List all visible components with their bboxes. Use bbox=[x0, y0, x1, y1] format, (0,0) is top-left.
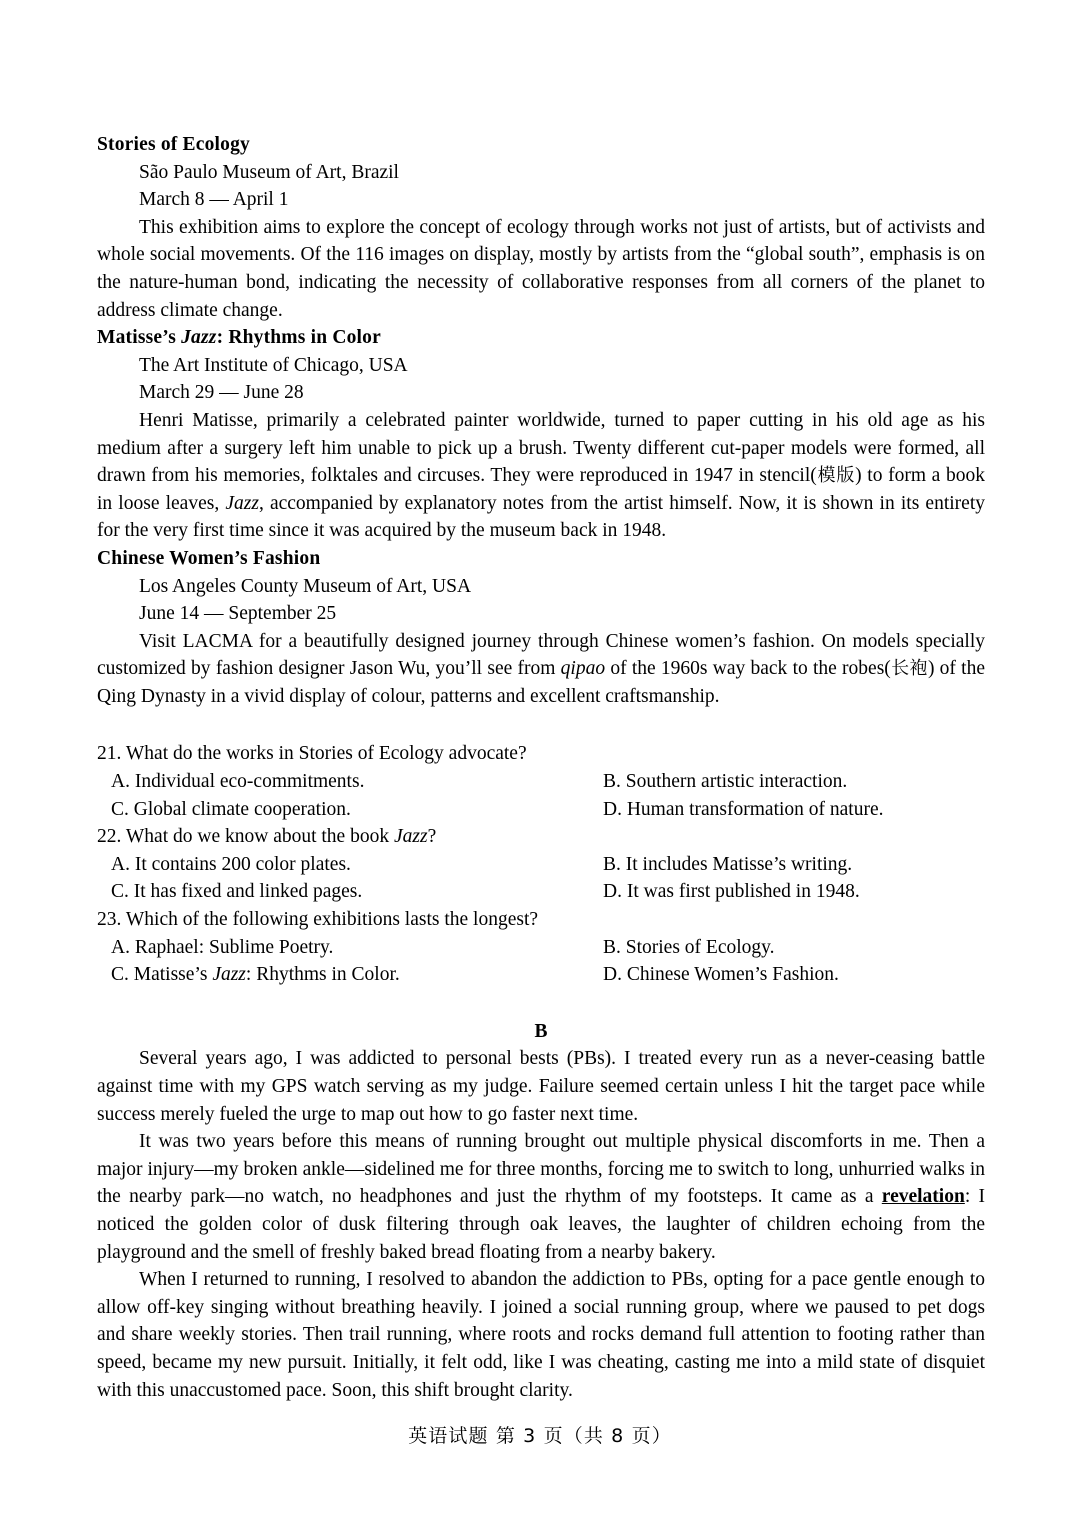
option-label: D. Human transformation of nature. bbox=[603, 798, 884, 820]
option-label: C. Global climate cooperation. bbox=[111, 798, 351, 820]
description-part-2: ) to form a book in loose leaves, bbox=[97, 465, 985, 514]
question-options-row bbox=[97, 878, 985, 906]
question-options-row bbox=[97, 768, 985, 796]
exhibition-title bbox=[97, 545, 985, 573]
exhibition-title bbox=[97, 131, 985, 159]
question-stem bbox=[97, 906, 985, 934]
description-part-2: of the 1960s way back to the robes( bbox=[605, 658, 891, 680]
question-options-row bbox=[97, 796, 985, 824]
option-label: A. Raphael: Sublime Poetry. bbox=[111, 936, 334, 958]
option-label: A. It contains 200 color plates. bbox=[111, 853, 351, 875]
question-23 bbox=[97, 906, 985, 989]
exhibition-entry-matisse-jazz bbox=[97, 324, 985, 545]
option-a[interactable] bbox=[97, 934, 557, 962]
option-b[interactable] bbox=[557, 851, 985, 879]
option-label: B. Southern artistic interaction. bbox=[603, 771, 848, 793]
question-stem-suffix: ? bbox=[427, 826, 437, 848]
exhibition-venue: The Art Institute of Chicago, USA bbox=[139, 354, 408, 376]
question-22 bbox=[97, 823, 985, 906]
option-label: B. Stories of Ecology. bbox=[603, 936, 775, 958]
page-content bbox=[97, 131, 985, 1404]
exhibition-title-italic: Jazz bbox=[181, 327, 217, 349]
spacer bbox=[97, 710, 985, 740]
description-cjk-gloss: 模版 bbox=[816, 465, 856, 487]
exhibition-title-prefix: Matisse’s bbox=[97, 327, 182, 349]
exhibition-description: This exhibition aims to explore the concept of ecology through works not just of artists, but of activists and whole social movements. Of the 116 images on display, mostly by artists from the “global south”, emphasis is on the nature-human bond, indicating the necessity of collaborative responses from all corners of the planet to address climate change. bbox=[97, 216, 985, 321]
spacer bbox=[97, 989, 985, 1018]
description-italic-term: qipao bbox=[560, 658, 606, 680]
option-c[interactable] bbox=[97, 796, 557, 824]
exhibition-venue: Los Angeles County Museum of Art, USA bbox=[139, 575, 472, 597]
option-label: C. It has fixed and linked pages. bbox=[111, 881, 363, 903]
description-part-3: ) of the Qing Dynasty in a vivid display of colour, patterns and excellent craftsmanship. bbox=[97, 658, 986, 707]
passage-b bbox=[97, 1018, 985, 1404]
question-stem-prefix: 23. Which of the following exhibitions lasts the longest? bbox=[97, 909, 539, 931]
option-label: A. Individual eco-commitments. bbox=[111, 771, 365, 793]
exhibition-description bbox=[97, 407, 985, 545]
option-label: C. Matisse’s bbox=[111, 964, 213, 986]
option-a[interactable] bbox=[97, 768, 557, 796]
option-b[interactable] bbox=[557, 934, 985, 962]
option-italic: Jazz bbox=[212, 964, 246, 986]
option-c[interactable] bbox=[97, 878, 557, 906]
option-d[interactable] bbox=[557, 878, 985, 906]
paragraph-part-before: It was two years before this means of running brought out multiple physical discomforts in me. Then a major injury—my broken ankle—sidelined me for three months, forcing me to switch to long, unhurried walks in the nearby park—no watch, no headphones and just the rhythm of my footsteps. It came as a bbox=[97, 1131, 985, 1208]
passage-paragraph-1: Several years ago, I was addicted to personal bests (PBs). I treated every run as a never-ceasing battle against time with my GPS watch serving as my judge. Failure seemed certain unless I hit the target pace while success merely fueled the urge to map out how to go faster next time. bbox=[97, 1048, 985, 1125]
question-stem bbox=[97, 740, 985, 768]
description-part-1: Visit LACMA for a beautifully designed journey through Chinese women’s fashion. On models specially customized by fashion designer Jason Wu, you’ll see from bbox=[97, 630, 985, 680]
exhibition-dates: March 8 — April 1 bbox=[139, 189, 289, 211]
question-stem-prefix: 22. What do we know about the book bbox=[97, 826, 394, 848]
page-footer: 英语试题 第 3 页（共 8 页） bbox=[408, 1425, 672, 1447]
passage-paragraph-3: When I returned to running, I resolved to abandon the addiction to PBs, opting for a pace gentle enough to allow off-key singing without breathing heavily. I joined a social running group, where we paused to pet dogs and share weekly stories. Then trail running, where roots and rocks demand full attention to footing rather than speed, became my new pursuit. Initially, it felt odd, like I was cheating, casting me into a mild state of disquiet with this unaccustomed pace. Soon, this shift brought clarity. bbox=[97, 1269, 985, 1401]
option-d[interactable] bbox=[557, 961, 985, 989]
exhibition-title-text: Stories of Ecology bbox=[97, 134, 250, 155]
option-c[interactable] bbox=[97, 961, 557, 989]
question-stem-prefix: 21. What do the works in Stories of Ecology advocate? bbox=[97, 743, 527, 765]
option-b[interactable] bbox=[557, 768, 985, 796]
question-21 bbox=[97, 740, 985, 823]
exhibition-venue: São Paulo Museum of Art, Brazil bbox=[139, 161, 399, 183]
question-options-row bbox=[97, 851, 985, 879]
exhibition-dates: June 14 — September 25 bbox=[139, 603, 337, 625]
exhibition-title-text: Chinese Women’s Fashion bbox=[97, 547, 321, 569]
exhibition-description bbox=[97, 628, 985, 711]
option-d[interactable] bbox=[557, 796, 985, 824]
option-label: D. Chinese Women’s Fashion. bbox=[603, 964, 839, 986]
exhibition-dates: March 29 — June 28 bbox=[139, 382, 304, 404]
option-label: D. It was first published in 1948. bbox=[603, 881, 860, 903]
passage-section-letter: B bbox=[534, 1020, 548, 1042]
description-part-3: , accompanied by explanatory notes from the artist himself. Now, it is shown in its entirety for the very first time since it was acquired by the museum back in 1948. bbox=[97, 492, 985, 542]
underlined-keyword: revelation bbox=[881, 1186, 965, 1208]
option-label: B. It includes Matisse’s writing. bbox=[603, 853, 853, 875]
paragraph-part-after: : I noticed the golden color of dusk filtering through oak leaves, the laughter of children echoing from the playground and the smell of freshly baked bread floating from a nearby bakery. bbox=[97, 1186, 985, 1263]
question-stem-italic: Jazz bbox=[393, 826, 428, 848]
passage-paragraph-2 bbox=[97, 1128, 985, 1266]
option-a[interactable] bbox=[97, 851, 557, 879]
exhibition-entry-chinese-womens-fashion bbox=[97, 545, 985, 711]
question-stem bbox=[97, 823, 985, 851]
question-options-row bbox=[97, 934, 985, 962]
exhibition-title bbox=[97, 324, 985, 352]
question-options-row bbox=[97, 961, 985, 989]
exhibition-entry-stories-of-ecology bbox=[97, 131, 985, 324]
description-cjk-gloss: 长袍 bbox=[890, 658, 928, 680]
description-part-1: Henri Matisse, primarily a celebrated painter worldwide, turned to paper cutting in his old age as his medium after a surgery left him unable to pick up a brush. Twenty different cut-paper models were formed, all drawn from his memories, folktales and circuses. They were reproduced in 1947 in stencil( bbox=[97, 409, 985, 487]
description-italic-title: Jazz bbox=[225, 492, 259, 514]
option-suffix: : Rhythms in Color. bbox=[245, 964, 400, 986]
exhibition-title-suffix: : Rhythms in Color bbox=[216, 327, 381, 349]
